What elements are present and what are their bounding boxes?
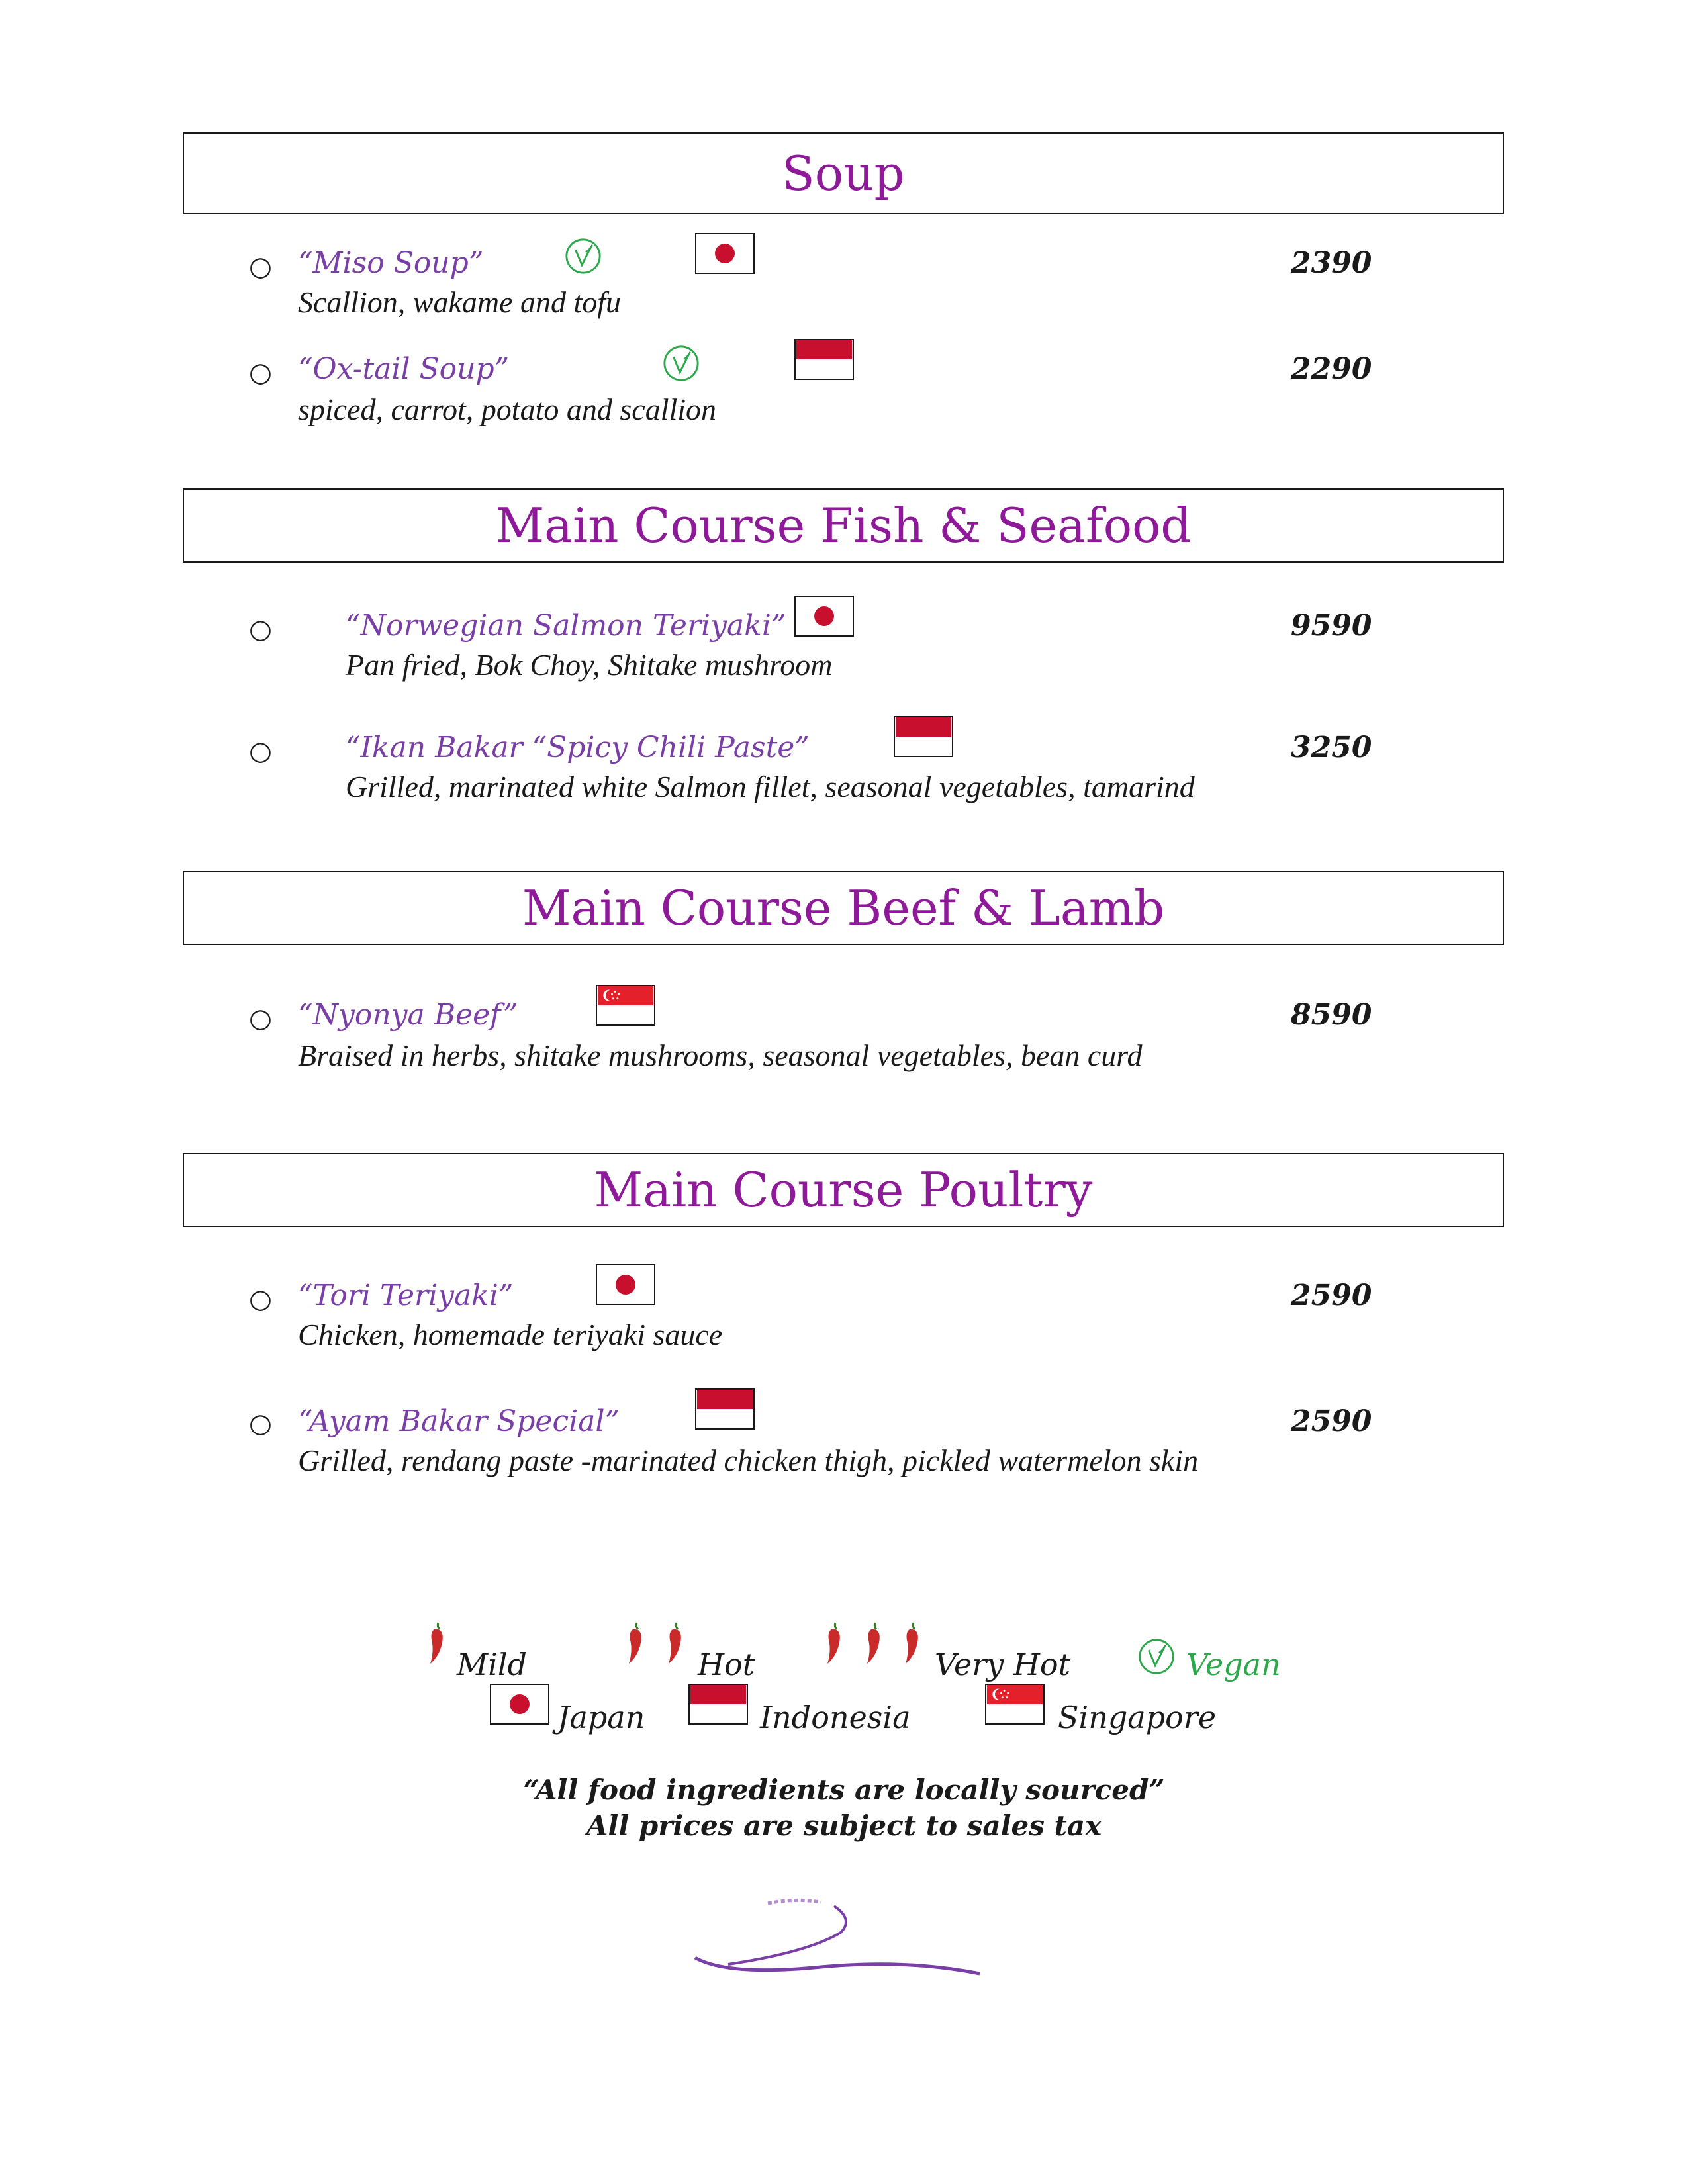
legend-vegan: Vegan — [1186, 1647, 1281, 1682]
singapore-flag-icon — [985, 1684, 1045, 1725]
vegan-leaf-icon — [1137, 1637, 1176, 1676]
legend-singapore: Singapore — [1058, 1700, 1217, 1735]
chili-pepper-icon — [424, 1620, 450, 1666]
section-header-fish-seafood — [183, 488, 1504, 563]
item-price: 2390 — [1291, 246, 1372, 280]
chili-pepper-icon — [899, 1620, 925, 1666]
item-name: “Ikan Bakar “Spicy Chili Paste” — [346, 731, 810, 764]
item-price: 2290 — [1291, 352, 1372, 386]
chili-pepper-icon — [861, 1620, 887, 1666]
item-description: Grilled, rendang paste -marinated chicken thigh, pickled watermelon skin — [298, 1443, 1199, 1477]
bullet: ○ — [249, 614, 272, 645]
sourcing-note: “All food ingredients are locally sourced” — [523, 1774, 1165, 1806]
bullet: ○ — [249, 1003, 272, 1034]
item-name: “Norwegian Salmon Teriyaki” — [346, 609, 786, 643]
item-price: 9590 — [1291, 609, 1372, 643]
item-price: 3250 — [1291, 731, 1372, 764]
chili-pepper-icon — [821, 1620, 847, 1666]
section-header-poultry — [183, 1153, 1504, 1227]
bullet: ○ — [249, 1408, 272, 1439]
item-name: “Nyonya Beef” — [298, 998, 518, 1032]
item-description: Chicken, homemade teriyaki sauce — [298, 1318, 723, 1351]
item-description: Scallion, wakame and tofu — [298, 285, 622, 319]
vegan-leaf-icon — [662, 344, 700, 383]
vegan-leaf-icon — [564, 237, 602, 275]
chili-pepper-icon — [622, 1620, 649, 1666]
item-name: “Ox-tail Soup” — [298, 352, 510, 386]
bullet: ○ — [249, 1284, 272, 1314]
japan-flag-icon — [794, 596, 854, 637]
section-title: Soup — [782, 146, 905, 201]
item-description: Braised in herbs, shitake mushrooms, seasonal vegetables, bean curd — [298, 1038, 1143, 1072]
rice-stalk-swoosh-logo — [688, 1893, 986, 1985]
legend-very-hot: Very Hot — [935, 1647, 1071, 1682]
japan-flag-icon — [695, 233, 755, 274]
section-header-soup — [183, 132, 1504, 214]
legend-japan: Japan — [557, 1700, 645, 1735]
item-description: Grilled, marinated white Salmon fillet, seasonal vegetables, tamarind — [346, 770, 1195, 803]
chili-pepper-icon — [662, 1620, 688, 1666]
indonesia-flag-icon — [695, 1388, 755, 1430]
legend-indonesia: Indonesia — [760, 1700, 911, 1735]
legend-hot: Hot — [698, 1647, 755, 1682]
indonesia-flag-icon — [894, 716, 953, 757]
indonesia-flag-icon — [794, 339, 854, 380]
bullet: ○ — [249, 357, 272, 388]
section-header-beef-lamb — [183, 871, 1504, 945]
japan-flag-icon — [490, 1684, 549, 1725]
item-description: spiced, carrot, potato and scallion — [298, 392, 717, 426]
item-price: 8590 — [1291, 998, 1372, 1032]
item-description: Pan fried, Bok Choy, Shitake mushroom — [346, 648, 833, 682]
singapore-flag-icon — [596, 985, 655, 1026]
item-name: “Miso Soup” — [298, 246, 484, 280]
item-price: 2590 — [1291, 1279, 1372, 1312]
section-title: Main Course Poultry — [594, 1162, 1093, 1218]
section-title: Main Course Fish & Seafood — [495, 498, 1192, 553]
indonesia-flag-icon — [688, 1684, 748, 1725]
legend-mild: Mild — [457, 1647, 527, 1682]
bullet: ○ — [249, 736, 272, 766]
tax-note: All prices are subject to sales tax — [586, 1809, 1102, 1842]
section-title: Main Course Beef & Lamb — [522, 880, 1165, 936]
item-name: “Tori Teriyaki” — [298, 1279, 514, 1312]
item-price: 2590 — [1291, 1404, 1372, 1438]
japan-flag-icon — [596, 1264, 655, 1305]
bullet: ○ — [249, 251, 272, 282]
item-name: “Ayam Bakar Special” — [298, 1404, 620, 1438]
